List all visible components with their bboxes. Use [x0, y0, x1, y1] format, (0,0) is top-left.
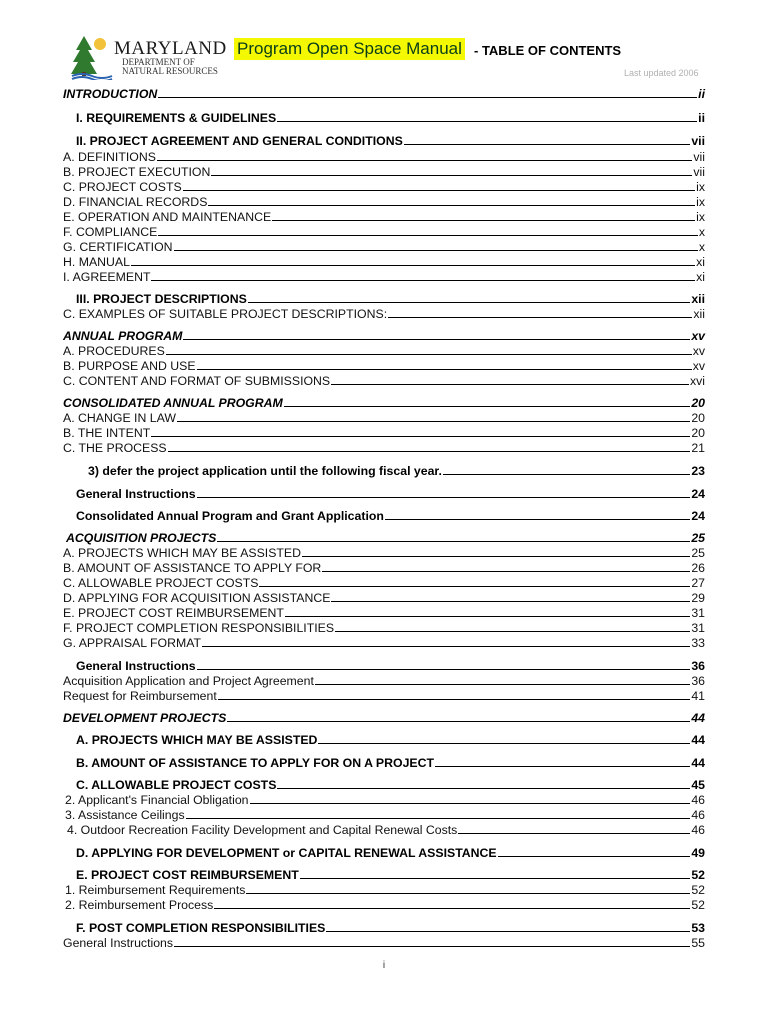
toc-entry-title: B. AMOUNT OF ASSISTANCE TO APPLY FOR	[63, 561, 322, 575]
toc-leader-line	[248, 301, 690, 303]
toc-entry-title: 2. Applicant's Financial Obligation	[65, 793, 249, 807]
toc-leader-line	[285, 615, 690, 617]
toc-entry-page: xv	[692, 344, 705, 358]
toc-entry[interactable]	[0, 109, 768, 125]
toc-entry[interactable]	[0, 754, 768, 770]
toc-entry-title: A. PROJECTS WHICH MAY BE ASSISTED	[76, 733, 318, 747]
toc-entry-title: General Instructions	[76, 487, 196, 501]
toc-entry[interactable]	[0, 589, 768, 605]
logo-subtitle-line-2: NATURAL RESOURCES	[122, 66, 218, 76]
toc-entry-page: vii	[693, 150, 705, 164]
toc-entry-page: 49	[691, 846, 705, 860]
toc-entry[interactable]	[0, 866, 768, 882]
toc-entry-page: xv	[692, 359, 705, 373]
toc-entry[interactable]	[0, 290, 768, 306]
toc-entry-page: ix	[696, 195, 705, 209]
logo-subtitle-line-1: DEPARTMENT OF	[122, 57, 195, 67]
toc-entry-title: A. PROJECTS WHICH MAY BE ASSISTED	[63, 546, 302, 560]
toc-entry-page: 21	[691, 441, 705, 455]
toc-leader-line	[157, 159, 692, 161]
toc-entry-page: 36	[691, 659, 705, 673]
toc-entry-page: 33	[691, 636, 705, 650]
maryland-dnr-logo	[70, 34, 230, 80]
toc-entry[interactable]	[0, 791, 768, 807]
toc-leader-line	[131, 264, 695, 266]
toc-entry-title: F. COMPLIANCE	[63, 225, 158, 239]
toc-entry-page: 44	[691, 756, 705, 770]
toc-leader-line	[174, 249, 698, 251]
toc-leader-line	[315, 683, 690, 685]
toc-entry[interactable]	[0, 327, 768, 343]
toc-entry-page: 36	[691, 674, 705, 688]
toc-entry[interactable]	[0, 544, 768, 560]
toc-entry[interactable]	[0, 634, 768, 650]
toc-entry-title: C. EXAMPLES OF SUITABLE PROJECT DESCRIPTIONS:	[63, 307, 388, 321]
toc-entry-page: 44	[691, 733, 705, 747]
toc-leader-line	[217, 540, 690, 542]
toc-entry-page: 53	[691, 921, 705, 935]
toc-entry-page: ix	[696, 180, 705, 194]
toc-entry-page: 23	[691, 464, 705, 478]
toc-entry[interactable]	[0, 731, 768, 747]
toc-entry-title: H. MANUAL	[63, 255, 130, 269]
toc-leader-line	[443, 473, 690, 475]
toc-leader-line	[458, 832, 690, 834]
toc-entry[interactable]	[0, 507, 768, 523]
toc-entry-page: 20	[691, 426, 705, 440]
toc-leader-line	[250, 802, 691, 804]
toc-leader-line	[404, 143, 691, 145]
toc-entry-title: ANNUAL PROGRAM	[63, 329, 183, 343]
toc-entry[interactable]	[0, 439, 768, 455]
toc-entry-page: 20	[691, 411, 705, 425]
toc-leader-line	[498, 855, 691, 857]
toc-entry-page: 29	[691, 591, 705, 605]
toc-leader-line	[331, 383, 689, 385]
toc-entry-page: x	[698, 240, 705, 254]
toc-leader-line	[168, 450, 691, 452]
toc-entry-title: D. APPLYING FOR ACQUISITION ASSISTANCE	[63, 591, 331, 605]
toc-entry-page: ii	[698, 111, 705, 125]
page-header	[0, 0, 768, 84]
toc-entry-title: I. REQUIREMENTS & GUIDELINES	[76, 111, 277, 125]
logo-wordmark: MARYLAND	[114, 38, 227, 59]
toc-leader-line	[277, 787, 690, 789]
toc-entry[interactable]	[0, 821, 768, 837]
toc-entry-title: C. PROJECT COSTS	[63, 180, 182, 194]
toc-entry-page: 41	[691, 689, 705, 703]
toc-leader-line	[335, 630, 690, 632]
toc-entry[interactable]	[0, 357, 768, 373]
toc-entry-title: G. APPRAISAL FORMAT	[63, 636, 202, 650]
toc-entry-title: 3) defer the project application until the following fiscal year.	[88, 464, 442, 478]
toc-entry-title: C. ALLOWABLE PROJECT COSTS	[76, 778, 277, 792]
toc-entry-page: 31	[691, 606, 705, 620]
toc-entry[interactable]	[0, 178, 768, 194]
toc-entry-title: A. DEFINITIONS	[63, 150, 156, 164]
toc-leader-line	[326, 930, 690, 932]
toc-leader-line	[214, 907, 690, 909]
toc-entry-title: ACQUISITION PROJECTS	[66, 531, 217, 545]
toc-leader-line	[322, 570, 690, 572]
toc-entry-page: vii	[691, 134, 705, 148]
toc-entry[interactable]	[0, 342, 768, 358]
toc-leader-line	[435, 765, 690, 767]
toc-leader-line	[158, 96, 697, 98]
toc-entry-title: INTRODUCTION	[63, 87, 158, 101]
toc-leader-line	[272, 219, 695, 221]
toc-entry-page: xv	[691, 329, 705, 343]
toc-entry[interactable]	[0, 529, 768, 545]
toc-entry-title: E. PROJECT COST REIMBURSEMENT	[76, 868, 299, 882]
toc-entry-page: vii	[693, 165, 705, 179]
toc-leader-line	[211, 174, 692, 176]
toc-entry[interactable]	[0, 208, 768, 224]
toc-entry-page: 24	[691, 487, 705, 501]
toc-entry-page: xii	[693, 307, 705, 321]
toc-entry-title: General Instructions	[63, 936, 174, 950]
toc-entry-page: 20	[691, 396, 705, 410]
toc-entry-page: x	[698, 225, 705, 239]
toc-entry[interactable]	[0, 896, 768, 912]
toc-leader-line	[284, 405, 691, 407]
toc-leader-line	[208, 204, 695, 206]
toc-entry[interactable]	[0, 193, 768, 209]
toc-entry-page: 52	[691, 868, 705, 882]
toc-leader-line	[197, 368, 692, 370]
toc-entry[interactable]	[0, 163, 768, 179]
toc-entry-title: DEVELOPMENT PROJECTS	[63, 711, 227, 725]
toc-entry-title: Consolidated Annual Program and Grant Application	[76, 509, 384, 523]
toc-entry-page: 46	[691, 808, 705, 822]
toc-entry-page: xvi	[689, 374, 705, 388]
toc-entry[interactable]	[0, 934, 768, 950]
toc-entry-page: 25	[691, 546, 705, 560]
toc-entry-page: 52	[691, 883, 705, 897]
toc-entry-title: F. POST COMPLETION RESPONSIBILITIES	[76, 921, 326, 935]
toc-entry[interactable]	[0, 806, 768, 822]
toc-entry-page: xi	[696, 270, 705, 284]
toc-entry-title: Acquisition Application and Project Agreement	[63, 674, 314, 688]
toc-entry-title: B. PURPOSE AND USE	[63, 359, 196, 373]
toc-entry[interactable]	[0, 485, 768, 501]
tree-and-water-icon	[70, 34, 118, 80]
toc-entry[interactable]	[0, 253, 768, 269]
toc-entry[interactable]	[0, 424, 768, 440]
toc-leader-line	[183, 338, 690, 340]
toc-entry-title: A. CHANGE IN LAW	[63, 411, 176, 425]
toc-leader-line	[259, 585, 690, 587]
toc-leader-line	[302, 555, 690, 557]
toc-entry-title: III. PROJECT DESCRIPTIONS	[76, 292, 247, 306]
toc-entry-page: 24	[691, 509, 705, 523]
toc-entry-title: B. AMOUNT OF ASSISTANCE TO APPLY FOR ON A PROJECT	[76, 756, 435, 770]
toc-leader-line	[197, 496, 691, 498]
toc-entry-title: C. CONTENT AND FORMAT OF SUBMISSIONS	[63, 374, 331, 388]
toc-entry[interactable]	[0, 687, 768, 703]
toc-entry[interactable]	[0, 462, 768, 478]
toc-entry[interactable]	[0, 709, 768, 725]
toc-entry-title: D. FINANCIAL RECORDS	[63, 195, 208, 209]
toc-entry-page: xii	[691, 292, 705, 306]
toc-entry-title: II. PROJECT AGREEMENT AND GENERAL CONDITIONS	[76, 134, 403, 148]
toc-entry-title: D. APPLYING FOR DEVELOPMENT or CAPITAL RENEWAL ASSISTANCE	[76, 846, 497, 860]
toc-entry-title: E. PROJECT COST REIMBURSEMENT	[63, 606, 284, 620]
toc-entry[interactable]	[0, 372, 768, 388]
toc-entry-title: 2. Reimbursement Process	[65, 898, 214, 912]
toc-entry-title: C. THE PROCESS	[63, 441, 167, 455]
toc-entry-title: General Instructions	[76, 659, 196, 673]
toc-leader-line	[174, 945, 690, 947]
toc-entry[interactable]	[0, 268, 768, 284]
toc-entry[interactable]	[0, 881, 768, 897]
toc-entry-title: CONSOLIDATED ANNUAL PROGRAM	[63, 396, 283, 410]
toc-entry[interactable]	[0, 409, 768, 425]
page-number: i	[382, 960, 386, 971]
toc-entry-page: 55	[691, 936, 705, 950]
toc-leader-line	[277, 120, 697, 122]
toc-leader-line	[151, 435, 690, 437]
toc-entry-title: F. PROJECT COMPLETION RESPONSIBILITIES	[63, 621, 335, 635]
toc-entry[interactable]	[0, 672, 768, 688]
toc-entry-page: 46	[691, 793, 705, 807]
toc-entry-title: I. AGREEMENT	[63, 270, 151, 284]
toc-entry[interactable]	[0, 305, 768, 321]
toc-leader-line	[246, 892, 690, 894]
toc-leader-line	[186, 817, 691, 819]
toc-entry-page: 46	[691, 823, 705, 837]
toc-entry-page: 52	[691, 898, 705, 912]
toc-leader-line	[227, 720, 690, 722]
toc-leader-line	[151, 279, 695, 281]
toc-heading: - TABLE OF CONTENTS	[474, 43, 622, 58]
toc-leader-line	[318, 742, 690, 744]
toc-entry-page: 26	[691, 561, 705, 575]
toc-entry[interactable]	[0, 574, 768, 590]
toc-entry[interactable]	[0, 919, 768, 935]
toc-entry[interactable]	[0, 238, 768, 254]
logo-subtitle	[122, 58, 218, 76]
toc-entry-title: A. PROCEDURES	[63, 344, 165, 358]
toc-entry[interactable]	[0, 148, 768, 164]
toc-entry[interactable]	[0, 394, 768, 410]
toc-leader-line	[177, 420, 690, 422]
toc-entry-page: 45	[691, 778, 705, 792]
toc-entry-page: 31	[691, 621, 705, 635]
toc-entry-page: 44	[691, 711, 705, 725]
toc-entry-page: ii	[698, 87, 705, 101]
toc-entry[interactable]	[0, 85, 768, 101]
toc-entry-title: B. PROJECT EXECUTION	[63, 165, 211, 179]
toc-entry[interactable]	[0, 657, 768, 673]
toc-entry-page: 27	[691, 576, 705, 590]
toc-entry[interactable]	[0, 619, 768, 635]
toc-leader-line	[331, 600, 690, 602]
toc-entry-title: 3. Assistance Ceilings	[65, 808, 185, 822]
last-updated-note: Last updated 2006	[624, 68, 699, 78]
toc-entry-title: Request for Reimbursement	[63, 689, 217, 703]
toc-entry[interactable]	[0, 132, 768, 148]
toc-entry[interactable]	[0, 776, 768, 792]
toc-entry[interactable]	[0, 844, 768, 860]
toc-leader-line	[218, 698, 691, 700]
toc-leader-line	[202, 645, 690, 647]
toc-entry[interactable]	[0, 559, 768, 575]
toc-entry-page: xi	[696, 255, 705, 269]
toc-leader-line	[166, 353, 692, 355]
document-title: Program Open Space Manual	[234, 38, 465, 60]
toc-entry-title: 1. Reimbursement Requirements	[65, 883, 246, 897]
toc-leader-line	[300, 877, 691, 879]
toc-leader-line	[197, 668, 691, 670]
toc-entry[interactable]	[0, 223, 768, 239]
toc-entry-title: C. ALLOWABLE PROJECT COSTS	[63, 576, 259, 590]
toc-leader-line	[385, 518, 690, 520]
toc-entry[interactable]	[0, 604, 768, 620]
toc-entry-title: E. OPERATION AND MAINTENANCE	[63, 210, 272, 224]
toc-entry-title: B. THE INTENT	[63, 426, 151, 440]
toc-entry-title: 4. Outdoor Recreation Facility Development and Capital Renewal Costs	[67, 823, 458, 837]
toc-leader-line	[388, 316, 692, 318]
toc-leader-line	[158, 234, 698, 236]
toc-leader-line	[183, 189, 695, 191]
toc-entry-page: ix	[696, 210, 705, 224]
toc-entry-page: 25	[691, 531, 705, 545]
toc-entry-title: G. CERTIFICATION	[63, 240, 173, 254]
